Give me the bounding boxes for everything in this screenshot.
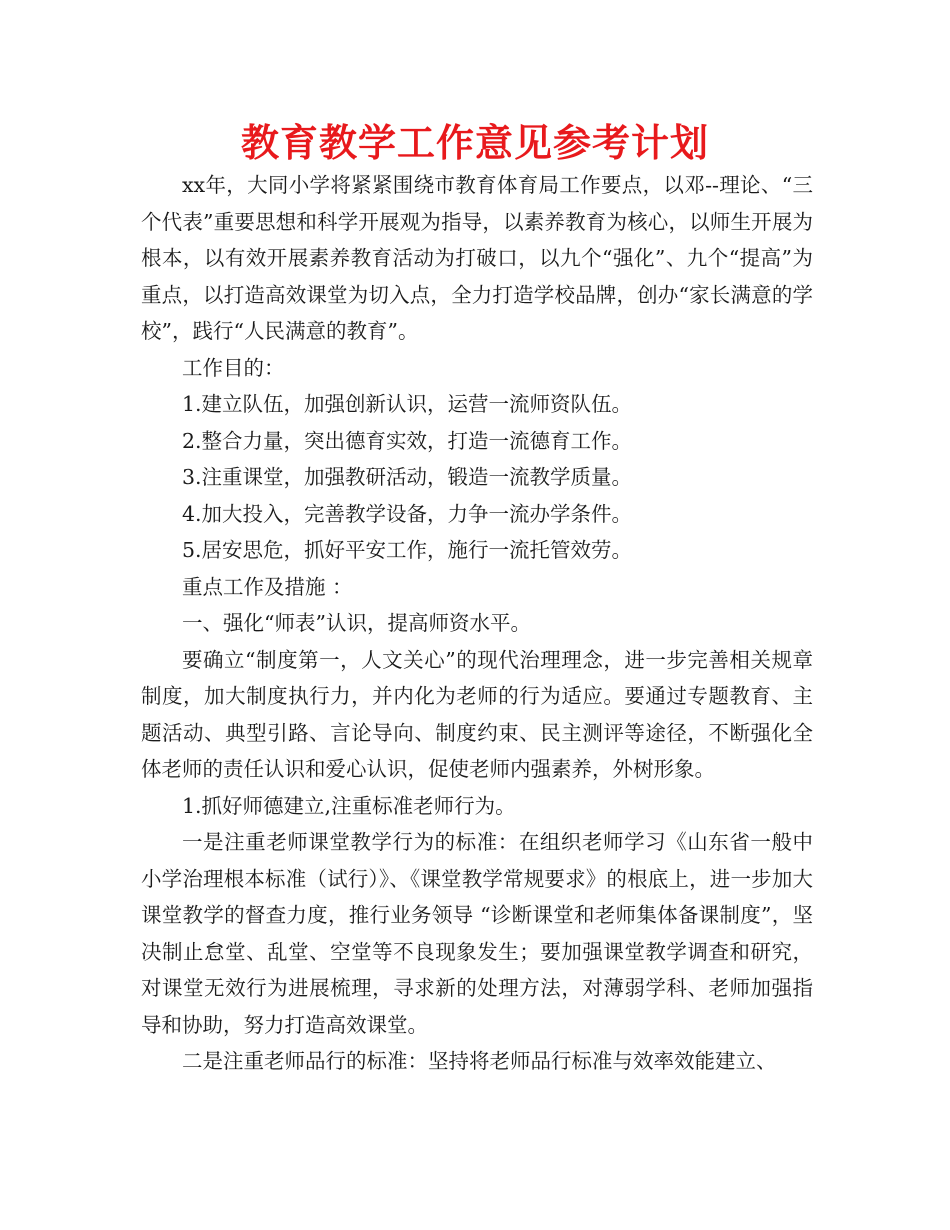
document-body	[141, 167, 813, 1080]
goal-item-2: 2.整合力量，突出德育实效，打造一流德育工作。	[182, 428, 633, 453]
paragraph-section-1: 要确立“制度第一，人文关心”的现代治理理念，进一步完善相关规章制度，加大制度执行力，并内化为老师的行为适应。要通过专题教育、主题活动、典型引路、言论导向、制度约束、民主测评等途径，不断强化全体老师的责任认识和爱心认识，促使老师内强素养，外树形象。	[141, 647, 813, 781]
section-heading-1: 一、强化“师表”认识，提高师资水平。	[182, 611, 531, 635]
goal-item-1: 1.建立队伍，加强创新认识，运营一流师资队伍。	[182, 392, 633, 416]
paragraph-point-1: 一是注重老师课堂教学行为的标准：在组织老师学习《山东省一般中小学治理根本标准（试行）》、《课堂教学常规要求》的根底上，进一步加大课堂教学的督查力度，推行业务领导 “诊断课堂和老师集体备课制度”，坚决制止怠堂、乱堂、空堂等不良现象发生；要加强课堂教学调查和研究，对课堂无效行为进展梳理，寻求新的处理方法，对薄弱学科、老师加强指导和协助，努力打造高效课堂。	[141, 830, 813, 1037]
subheading-1: 1.抓好师德建立,注重标准老师行为。	[182, 793, 516, 818]
paragraph-point-2: 二是注重老师品行的标准：坚持将老师品行标准与效率效能建立、	[182, 1049, 777, 1073]
document-title: 教育教学工作意见参考计划	[240, 121, 709, 165]
goal-item-5: 5.居安思危，抓好平安工作，施行一流托管效劳。	[182, 538, 633, 562]
heading-key-work: 重点工作及措施 ：	[182, 574, 353, 599]
paragraph-intro: xx年，大同小学将紧紧围绕市教育体育局工作要点，以邓--理论、“三个代表”重要思想和科学开展观为指导，以素养教育为核心，以师生开展为根本，以有效开展素养教育活动为打破口，以九个“强化”、九个“提高”为重点，以打造高效课堂为切入点，全力打造学校品牌，创办“家长满意的学校”，践行“人民满意的教育”。	[141, 173, 813, 343]
goal-item-4: 4.加大投入，完善教学设备，力争一流办学条件。	[182, 501, 633, 526]
heading-work-goals: 工作目的：	[182, 355, 285, 380]
goal-item-3: 3.注重课堂，加强教研活动，锻造一流教学质量。	[182, 465, 633, 489]
